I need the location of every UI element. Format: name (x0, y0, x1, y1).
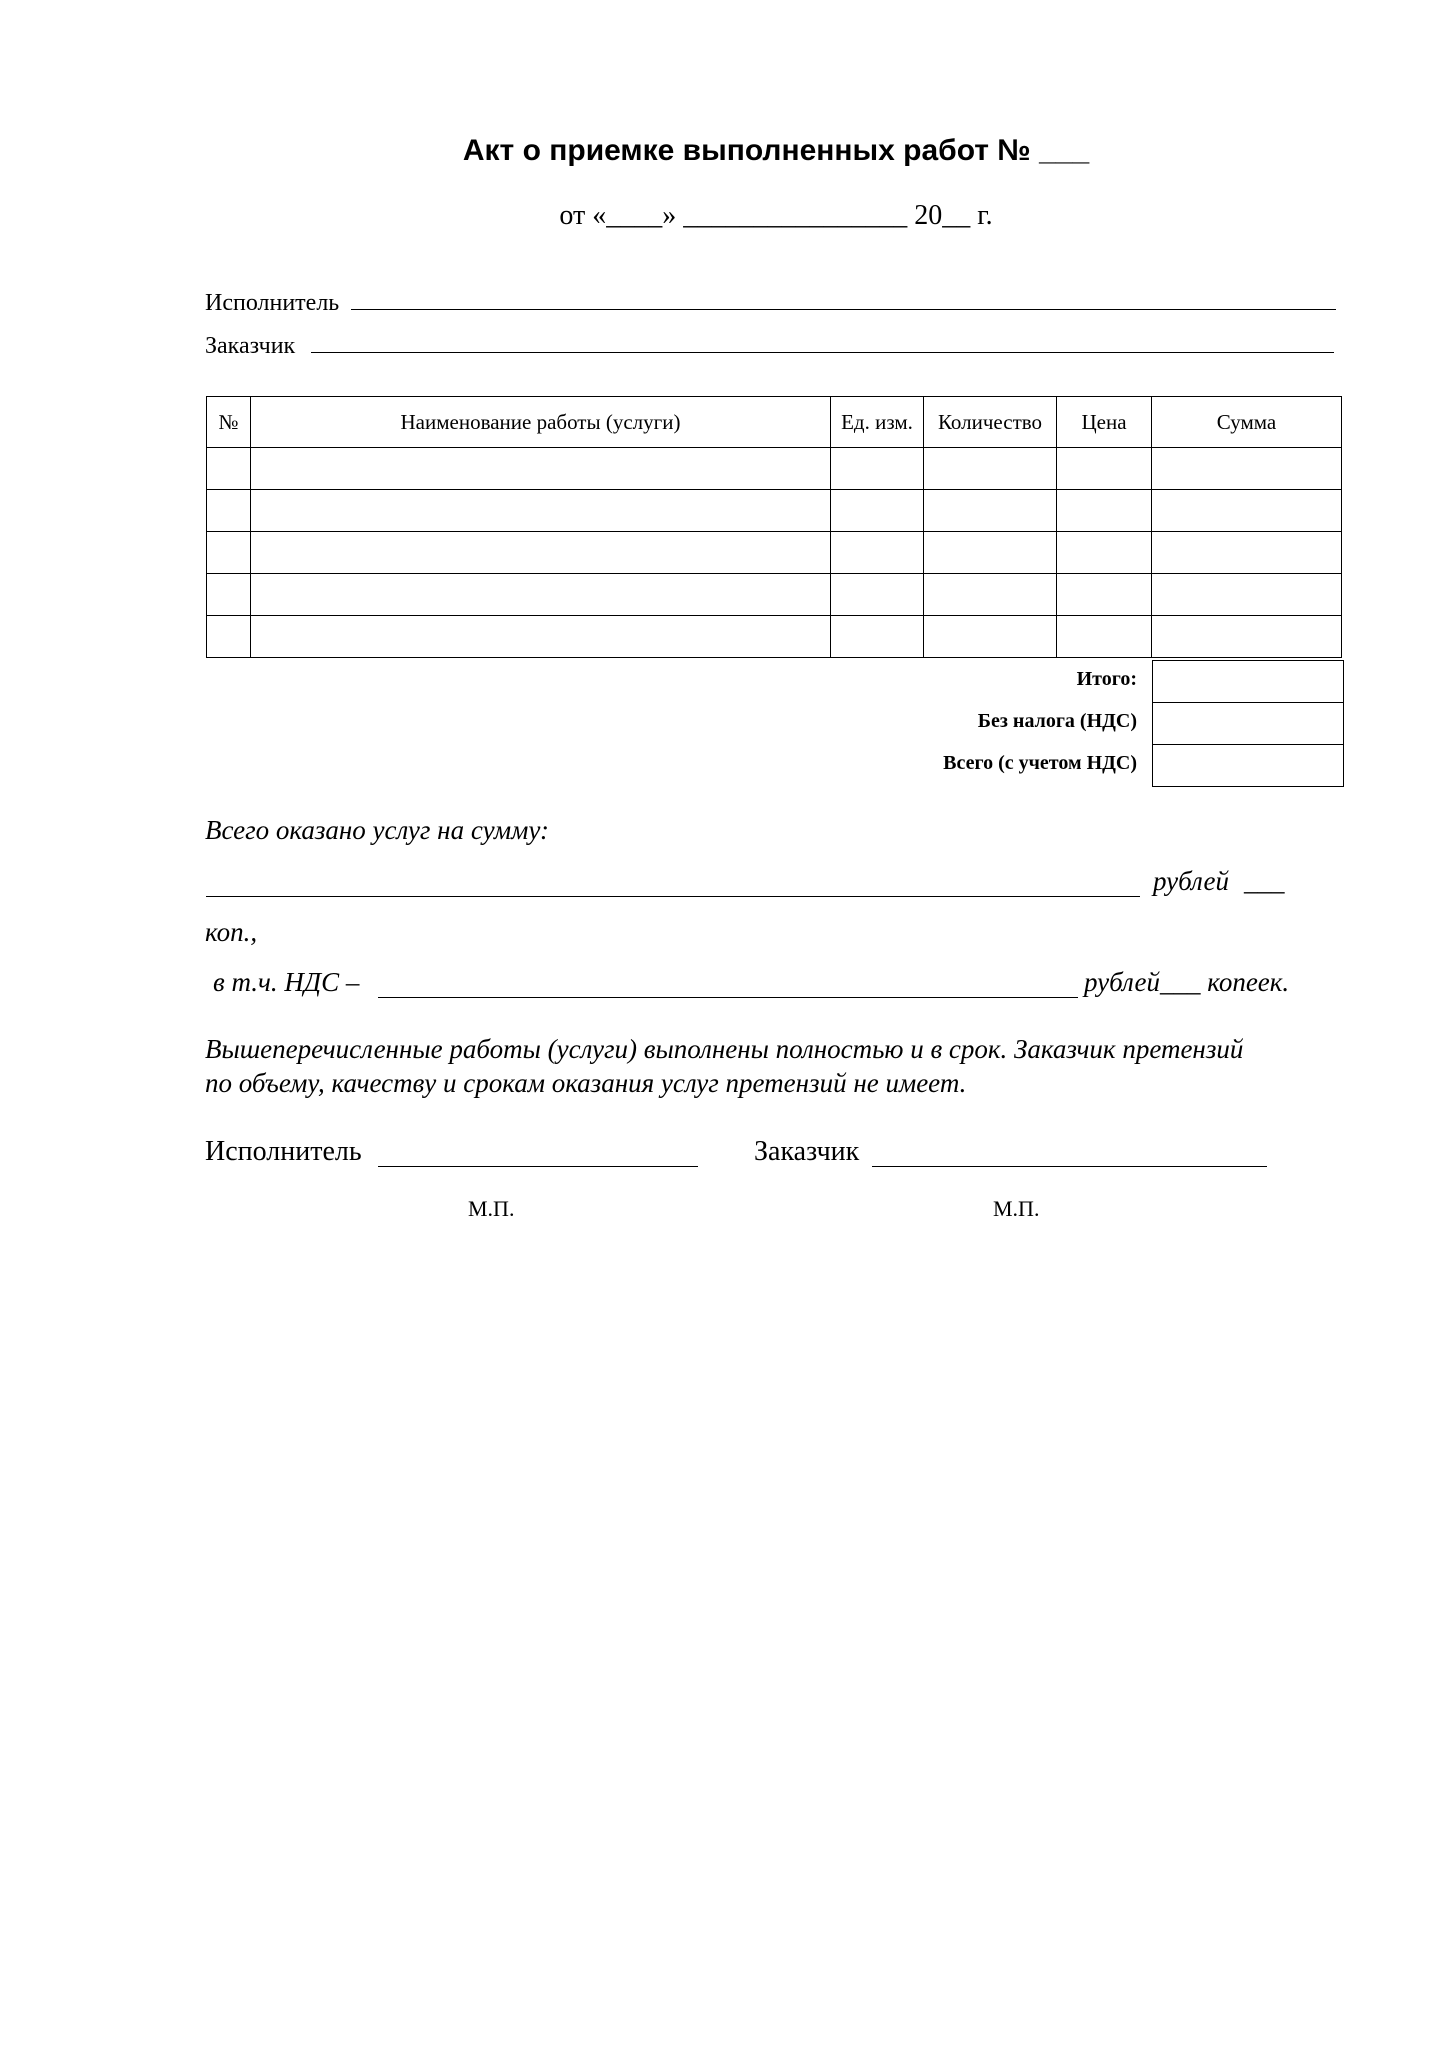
total-label: Итого: (1076, 668, 1137, 690)
cell[interactable] (251, 574, 831, 616)
rubles-blank: ___ (1244, 866, 1285, 896)
kop-label: коп., (205, 917, 258, 947)
customer-stamp-label: М.П. (993, 1196, 1040, 1221)
table-row (207, 448, 1342, 490)
cell[interactable] (831, 574, 924, 616)
cell[interactable] (251, 532, 831, 574)
no-vat-value-cell[interactable] (1153, 703, 1344, 745)
statement-line-1: Вышеперечисленные работы (услуги) выполнены полностью и в срок. Заказчик претензий (205, 1034, 1244, 1064)
customer-row (205, 330, 1334, 360)
document-date-line: от «____» ________________ 20__ г. (559, 200, 993, 231)
col-price: Цена (1057, 397, 1152, 448)
total-services-text: Всего оказано услуг на сумму: (205, 815, 550, 845)
table-row (207, 532, 1342, 574)
total-value-cell[interactable] (1153, 661, 1344, 703)
cell[interactable] (207, 574, 251, 616)
cell[interactable] (1057, 532, 1152, 574)
cell[interactable] (1152, 490, 1342, 532)
cell[interactable] (207, 532, 251, 574)
col-number: № (207, 397, 251, 448)
executor-field[interactable] (351, 287, 1336, 310)
no-vat-label: Без налога (НДС) (977, 710, 1137, 732)
cell[interactable] (1057, 574, 1152, 616)
cell[interactable] (207, 616, 251, 658)
vat-rubles-text: рублей___ копеек. (1084, 967, 1290, 997)
cell[interactable] (924, 448, 1057, 490)
cell[interactable] (251, 616, 831, 658)
executor-label: Исполнитель (205, 290, 340, 316)
cell[interactable] (831, 616, 924, 658)
works-table (206, 396, 1342, 658)
cell[interactable] (251, 490, 831, 532)
customer-sign-label: Заказчик (754, 1136, 860, 1167)
col-unit: Ед. изм. (831, 397, 924, 448)
with-vat-value-cell[interactable] (1153, 745, 1344, 787)
cell[interactable] (831, 490, 924, 532)
cell[interactable] (1057, 490, 1152, 532)
document-title: Акт о приемке выполненных работ № ___ (462, 134, 1090, 167)
cell[interactable] (1152, 616, 1342, 658)
table-row (207, 616, 1342, 658)
col-sum: Сумма (1152, 397, 1342, 448)
table-row (207, 490, 1342, 532)
cell[interactable] (924, 574, 1057, 616)
cell[interactable] (207, 448, 251, 490)
col-quantity: Количество (924, 397, 1057, 448)
totals-table (1152, 660, 1344, 787)
cell[interactable] (924, 490, 1057, 532)
executor-stamp-label: М.П. (468, 1196, 515, 1221)
cell[interactable] (1152, 448, 1342, 490)
rubles-label: рублей (1153, 866, 1229, 896)
cell[interactable] (207, 490, 251, 532)
amount-in-words-field[interactable] (206, 896, 1140, 897)
cell[interactable] (1152, 532, 1342, 574)
executor-row (205, 287, 1336, 317)
executor-sign-label: Исполнитель (205, 1136, 362, 1167)
customer-field[interactable] (311, 330, 1334, 353)
cell[interactable] (924, 616, 1057, 658)
vat-prefix: в т.ч. НДС – (213, 967, 360, 997)
cell[interactable] (924, 532, 1057, 574)
executor-sign-field[interactable] (378, 1166, 698, 1167)
statement-line-2: по объему, качеству и срокам оказания услуг претензий не имеет. (205, 1068, 967, 1098)
cell[interactable] (831, 448, 924, 490)
cell[interactable] (251, 448, 831, 490)
cell[interactable] (1152, 574, 1342, 616)
cell[interactable] (1057, 448, 1152, 490)
cell[interactable] (831, 532, 924, 574)
with-vat-label: Всего (с учетом НДС) (943, 752, 1137, 774)
cell[interactable] (1057, 616, 1152, 658)
col-name: Наименование работы (услуги) (251, 397, 831, 448)
table-row (207, 574, 1342, 616)
customer-label: Заказчик (205, 333, 296, 359)
vat-amount-field[interactable] (378, 997, 1078, 998)
works-table-header (207, 397, 1342, 448)
customer-sign-field[interactable] (872, 1166, 1267, 1167)
